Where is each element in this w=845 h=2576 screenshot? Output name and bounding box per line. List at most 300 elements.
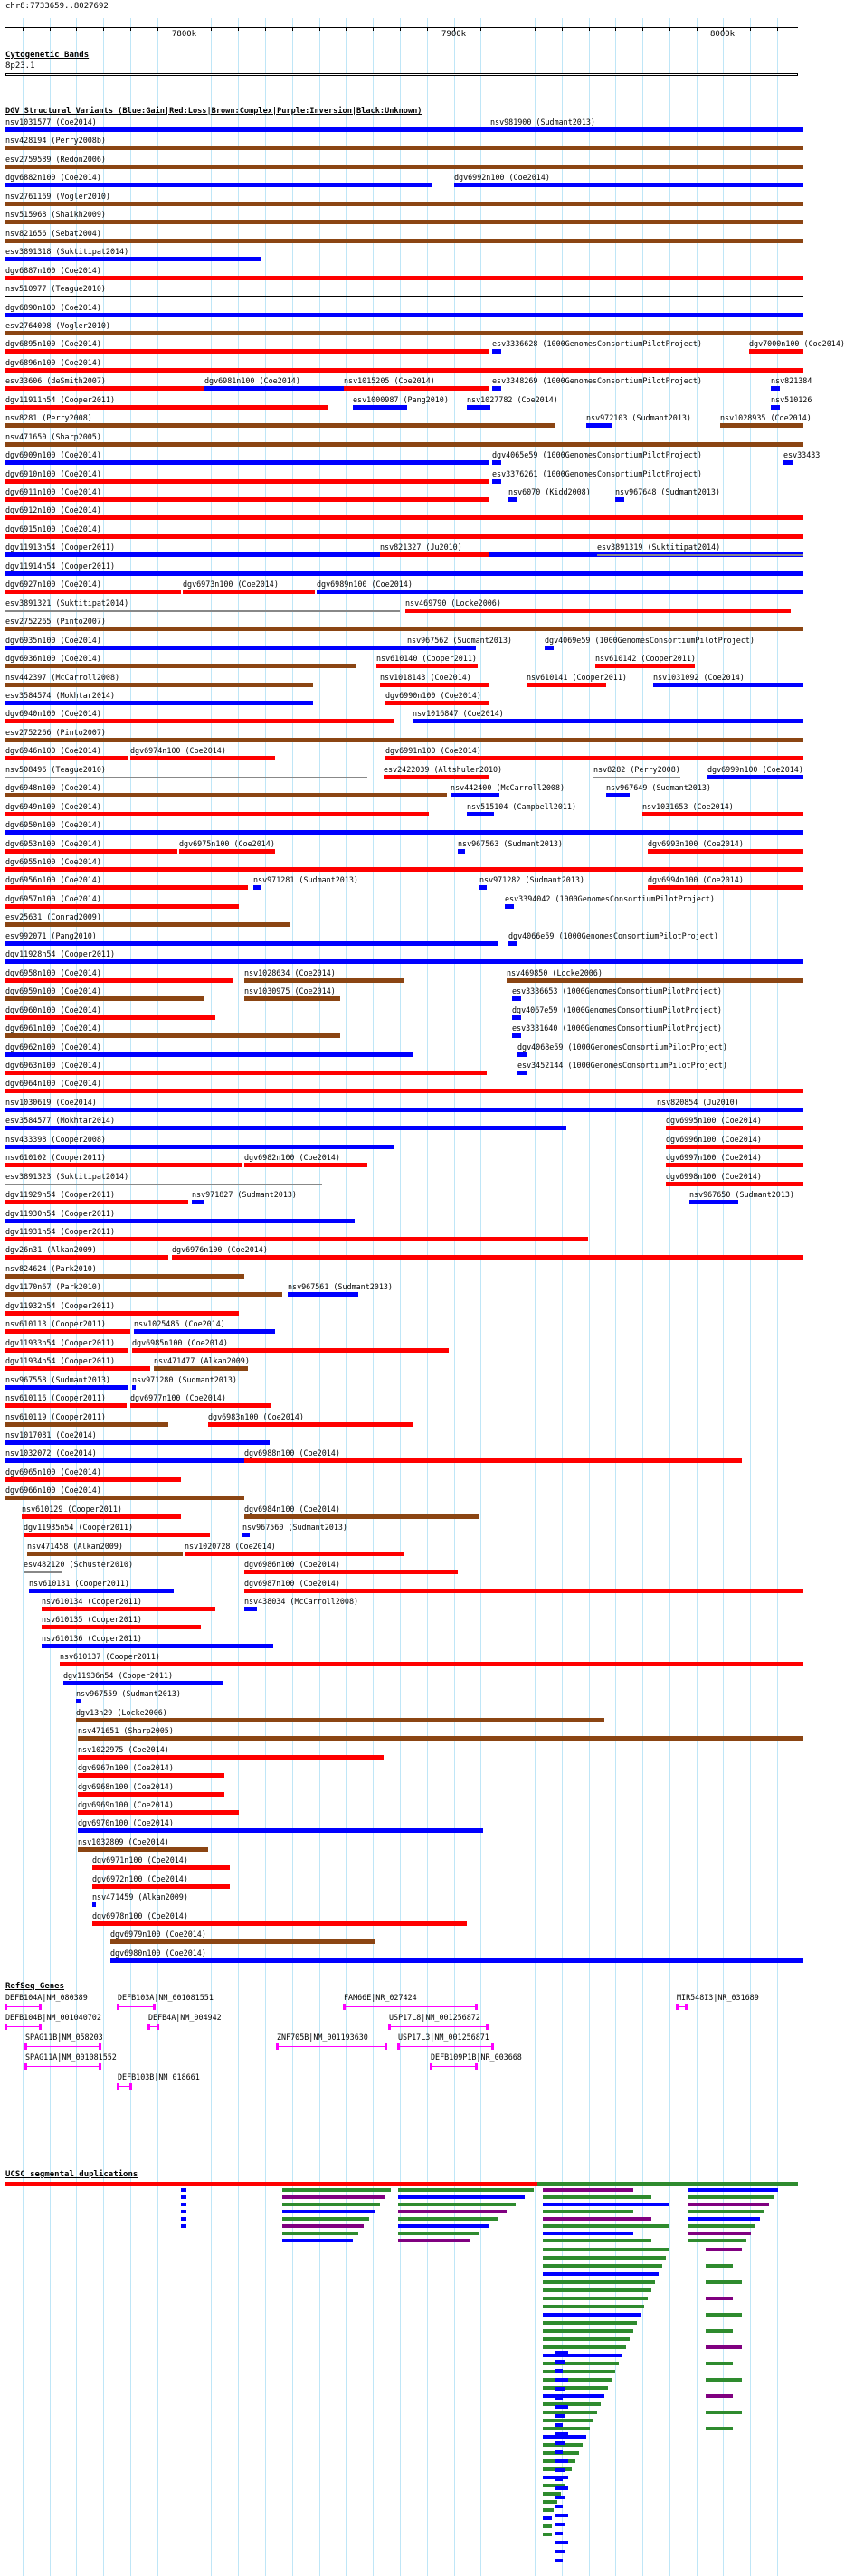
dgv-feature-bar[interactable] <box>5 313 803 317</box>
segdup-bar[interactable] <box>398 2188 534 2192</box>
dgv-feature-bar[interactable] <box>707 775 803 779</box>
dgv-feature-bar[interactable] <box>5 460 489 465</box>
segdup-bar[interactable] <box>181 2210 186 2213</box>
segdup-bar[interactable] <box>543 2224 669 2228</box>
segdup-bar[interactable] <box>688 2203 769 2206</box>
dgv-feature-bar[interactable] <box>5 239 803 243</box>
dgv-feature-bar[interactable] <box>5 812 429 816</box>
dgv-feature-bar[interactable] <box>5 1126 566 1130</box>
dgv-feature-bar[interactable] <box>5 1403 127 1408</box>
dgv-feature-bar[interactable] <box>5 1219 355 1223</box>
refseq-gene-line[interactable] <box>25 2066 100 2067</box>
segdup-bar[interactable] <box>706 2329 733 2333</box>
dgv-feature-bar[interactable] <box>597 554 803 556</box>
dgv-feature-bar[interactable] <box>5 1145 394 1149</box>
dgv-feature-bar[interactable] <box>5 1163 242 1167</box>
segdup-bar[interactable] <box>706 2313 742 2317</box>
segdup-bar[interactable] <box>688 2195 774 2199</box>
segdup-bar[interactable] <box>275 2182 537 2186</box>
refseq-gene-line[interactable] <box>398 2046 492 2047</box>
dgv-feature-bar[interactable] <box>380 683 489 687</box>
dgv-feature-bar[interactable] <box>78 1736 803 1741</box>
dgv-feature-bar[interactable] <box>5 1329 130 1334</box>
segdup-bar[interactable] <box>543 2188 633 2192</box>
dgv-feature-bar[interactable] <box>454 183 803 187</box>
dgv-feature-bar[interactable] <box>5 978 233 983</box>
segdup-bar[interactable] <box>398 2224 489 2228</box>
segdup-bar[interactable] <box>543 2402 601 2406</box>
segdup-bar[interactable] <box>688 2232 751 2235</box>
dgv-feature-bar[interactable] <box>5 1385 128 1390</box>
dgv-feature-bar[interactable] <box>507 978 803 983</box>
segdup-bar[interactable] <box>398 2217 498 2221</box>
segdup-bar[interactable] <box>543 2362 619 2365</box>
dgv-feature-bar[interactable] <box>78 1773 224 1778</box>
segdup-bar[interactable] <box>555 2505 563 2508</box>
segdup-bar[interactable] <box>555 2477 563 2481</box>
segdup-bar[interactable] <box>555 2432 568 2436</box>
dgv-feature-bar[interactable] <box>492 349 501 354</box>
refseq-exon[interactable] <box>117 2004 119 2010</box>
dgv-feature-bar[interactable] <box>353 405 407 410</box>
segdup-bar[interactable] <box>688 2217 760 2221</box>
dgv-feature-bar[interactable] <box>5 683 313 687</box>
segdup-bar[interactable] <box>181 2188 186 2192</box>
dgv-feature-bar[interactable] <box>130 756 275 760</box>
dgv-feature-bar[interactable] <box>648 849 803 854</box>
segdup-bar[interactable] <box>398 2203 516 2206</box>
dgv-feature-bar[interactable] <box>512 996 521 1001</box>
dgv-feature-bar[interactable] <box>5 497 489 502</box>
segdup-bar[interactable] <box>398 2232 479 2235</box>
dgv-feature-bar[interactable] <box>92 1884 230 1889</box>
dgv-feature-bar[interactable] <box>505 904 514 909</box>
dgv-feature-bar[interactable] <box>5 165 803 169</box>
segdup-bar[interactable] <box>555 2423 563 2427</box>
segdup-bar[interactable] <box>543 2203 669 2206</box>
dgv-feature-bar[interactable] <box>110 1958 803 1963</box>
dgv-feature-bar[interactable] <box>405 609 791 613</box>
dgv-feature-bar[interactable] <box>132 1348 449 1353</box>
dgv-feature-bar[interactable] <box>380 552 489 557</box>
segdup-bar[interactable] <box>543 2394 604 2398</box>
dgv-feature-bar[interactable] <box>78 1810 239 1815</box>
dgv-feature-bar[interactable] <box>490 127 499 132</box>
cytoband-bar[interactable] <box>5 73 798 76</box>
dgv-feature-bar[interactable] <box>110 1939 375 1944</box>
refseq-exon[interactable] <box>397 2043 400 2050</box>
dgv-feature-bar[interactable] <box>5 996 204 1001</box>
dgv-feature-bar[interactable] <box>5 571 803 576</box>
dgv-feature-bar[interactable] <box>5 276 803 280</box>
segdup-bar[interactable] <box>282 2224 364 2228</box>
segdup-bar[interactable] <box>688 2210 764 2213</box>
dgv-feature-bar[interactable] <box>172 1255 803 1260</box>
refseq-exon[interactable] <box>475 2004 478 2010</box>
dgv-feature-bar[interactable] <box>467 405 490 410</box>
refseq-gene-line[interactable] <box>118 2086 130 2087</box>
refseq-gene-line[interactable] <box>431 2066 476 2067</box>
segdup-bar[interactable] <box>543 2427 590 2430</box>
dgv-feature-bar[interactable] <box>5 646 407 650</box>
segdup-bar[interactable] <box>555 2405 568 2409</box>
segdup-bar[interactable] <box>543 2288 651 2292</box>
refseq-exon[interactable] <box>147 2024 150 2030</box>
refseq-exon[interactable] <box>430 2063 432 2070</box>
segdup-bar[interactable] <box>543 2321 637 2325</box>
dgv-feature-bar[interactable] <box>24 1533 210 1537</box>
segdup-bar[interactable] <box>555 2459 568 2463</box>
dgv-feature-bar[interactable] <box>467 812 494 816</box>
refseq-exon[interactable] <box>475 2063 478 2070</box>
dgv-feature-bar[interactable] <box>771 386 780 391</box>
dgv-feature-bar[interactable] <box>5 1033 340 1038</box>
segdup-bar[interactable] <box>543 2210 633 2213</box>
refseq-gene-line[interactable] <box>25 2046 100 2047</box>
refseq-exon[interactable] <box>24 2063 27 2070</box>
segdup-bar[interactable] <box>543 2386 608 2390</box>
segdup-bar[interactable] <box>543 2411 597 2414</box>
dgv-feature-bar[interactable] <box>606 793 630 797</box>
refseq-exon[interactable] <box>343 2004 346 2010</box>
dgv-feature-bar[interactable] <box>192 1200 204 1204</box>
segdup-bar[interactable] <box>398 2239 470 2242</box>
segdup-bar[interactable] <box>555 2360 565 2364</box>
segdup-bar[interactable] <box>706 2280 742 2284</box>
dgv-feature-bar[interactable] <box>527 683 606 687</box>
refseq-exon[interactable] <box>24 2043 27 2050</box>
refseq-exon[interactable] <box>276 2043 279 2050</box>
refseq-exon[interactable] <box>388 2024 391 2030</box>
dgv-feature-bar[interactable] <box>5 1348 128 1353</box>
dgv-feature-bar[interactable] <box>244 1607 257 1611</box>
dgv-feature-bar[interactable] <box>5 183 432 187</box>
segdup-bar[interactable] <box>555 2468 565 2472</box>
dgv-feature-bar[interactable] <box>642 812 803 816</box>
dgv-feature-bar[interactable] <box>5 793 447 797</box>
dgv-feature-bar[interactable] <box>5 885 248 890</box>
dgv-feature-bar[interactable] <box>253 885 261 890</box>
segdup-bar[interactable] <box>543 2500 557 2504</box>
dgv-feature-bar[interactable] <box>5 1366 150 1371</box>
dgv-feature-bar[interactable] <box>508 497 517 502</box>
dgv-feature-bar[interactable] <box>78 1847 208 1852</box>
segdup-bar[interactable] <box>543 2345 626 2349</box>
dgv-feature-bar[interactable] <box>183 590 315 594</box>
refseq-exon[interactable] <box>99 2063 101 2070</box>
dgv-feature-bar[interactable] <box>179 849 275 854</box>
segdup-bar[interactable] <box>543 2533 552 2536</box>
dgv-feature-bar[interactable] <box>479 885 487 890</box>
dgv-feature-bar[interactable] <box>666 1182 803 1186</box>
segdup-bar[interactable] <box>398 2195 525 2199</box>
segdup-bar[interactable] <box>555 2514 568 2517</box>
dgv-feature-bar[interactable] <box>5 1071 487 1075</box>
dgv-feature-bar[interactable] <box>517 1071 527 1075</box>
dgv-feature-bar[interactable] <box>42 1607 215 1611</box>
dgv-feature-bar[interactable] <box>5 1311 239 1316</box>
dgv-feature-bar[interactable] <box>666 1163 803 1167</box>
dgv-feature-bar[interactable] <box>451 793 499 797</box>
dgv-feature-bar[interactable] <box>5 1237 588 1241</box>
dgv-feature-bar[interactable] <box>648 885 803 890</box>
segdup-bar[interactable] <box>543 2305 644 2308</box>
dgv-feature-bar[interactable] <box>204 386 344 391</box>
segdup-bar[interactable] <box>282 2232 358 2235</box>
dgv-feature-bar[interactable] <box>5 830 803 835</box>
dgv-feature-bar[interactable] <box>244 1514 479 1519</box>
dgv-feature-bar[interactable] <box>5 1292 282 1297</box>
dgv-feature-bar[interactable] <box>595 664 695 668</box>
dgv-feature-bar[interactable] <box>666 1126 803 1130</box>
dgv-feature-bar[interactable] <box>689 1200 738 1204</box>
segdup-bar[interactable] <box>398 2210 507 2213</box>
dgv-feature-bar[interactable] <box>512 1015 521 1020</box>
refseq-exon[interactable] <box>486 2024 489 2030</box>
dgv-feature-bar[interactable] <box>92 1902 96 1907</box>
dgv-feature-bar[interactable] <box>5 534 803 539</box>
refseq-gene-line[interactable] <box>5 2006 40 2007</box>
dgv-feature-bar[interactable] <box>5 1496 244 1500</box>
dgv-feature-bar[interactable] <box>22 1514 181 1519</box>
dgv-feature-bar[interactable] <box>78 1828 483 1833</box>
dgv-feature-bar[interactable] <box>5 515 803 520</box>
segdup-bar[interactable] <box>543 2297 648 2300</box>
segdup-bar[interactable] <box>181 2224 186 2228</box>
segdup-bar[interactable] <box>282 2217 369 2221</box>
segdup-bar[interactable] <box>543 2419 593 2422</box>
refseq-exon[interactable] <box>39 2004 42 2010</box>
dgv-feature-bar[interactable] <box>545 646 554 650</box>
dgv-feature-bar[interactable] <box>5 1440 270 1445</box>
refseq-gene-line[interactable] <box>118 2006 154 2007</box>
dgv-feature-bar[interactable] <box>666 1145 803 1149</box>
refseq-exon[interactable] <box>5 2024 7 2030</box>
segdup-bar[interactable] <box>688 2188 778 2192</box>
dgv-feature-bar[interactable] <box>517 1052 527 1057</box>
refseq-gene-line[interactable] <box>344 2006 476 2007</box>
segdup-bar[interactable] <box>543 2217 651 2221</box>
dgv-feature-bar[interactable] <box>244 1163 367 1167</box>
segdup-bar[interactable] <box>555 2396 563 2400</box>
dgv-feature-bar[interactable] <box>76 1718 604 1722</box>
dgv-feature-bar[interactable] <box>5 331 803 335</box>
dgv-feature-bar[interactable] <box>720 423 803 428</box>
dgv-feature-bar[interactable] <box>653 683 803 687</box>
dgv-feature-bar[interactable] <box>42 1625 201 1629</box>
dgv-feature-bar[interactable] <box>5 959 803 964</box>
dgv-feature-bar[interactable] <box>5 1052 413 1057</box>
dgv-feature-bar[interactable] <box>63 1681 223 1685</box>
dgv-feature-bar[interactable] <box>492 479 501 484</box>
dgv-feature-bar[interactable] <box>154 1366 248 1371</box>
segdup-bar[interactable] <box>543 2239 651 2242</box>
refseq-exon[interactable] <box>491 2043 494 2050</box>
dgv-feature-bar[interactable] <box>242 1533 250 1537</box>
dgv-feature-bar[interactable] <box>132 1385 136 1390</box>
dgv-feature-bar[interactable] <box>5 738 803 742</box>
dgv-feature-bar[interactable] <box>208 1422 413 1427</box>
dgv-feature-bar[interactable] <box>244 1458 742 1463</box>
segdup-bar[interactable] <box>543 2248 669 2251</box>
segdup-bar[interactable] <box>181 2217 186 2221</box>
segdup-bar[interactable] <box>543 2195 651 2199</box>
dgv-feature-bar[interactable] <box>5 349 489 354</box>
dgv-feature-bar[interactable] <box>5 664 356 668</box>
dgv-feature-bar[interactable] <box>385 756 803 760</box>
refseq-exon[interactable] <box>5 2004 7 2010</box>
dgv-feature-bar[interactable] <box>5 127 803 132</box>
dgv-feature-bar[interactable] <box>42 1644 273 1648</box>
refseq-exon[interactable] <box>129 2083 132 2090</box>
refseq-exon[interactable] <box>39 2024 42 2030</box>
segdup-bar[interactable] <box>543 2329 633 2333</box>
dgv-feature-bar[interactable] <box>5 1184 322 1185</box>
refseq-exon[interactable] <box>99 2043 101 2050</box>
dgv-feature-bar[interactable] <box>5 146 803 150</box>
segdup-bar[interactable] <box>555 2441 565 2445</box>
refseq-gene-line[interactable] <box>277 2046 385 2047</box>
dgv-feature-bar[interactable] <box>244 1570 458 1574</box>
dgv-feature-bar[interactable] <box>76 1699 81 1703</box>
dgv-feature-bar[interactable] <box>5 423 555 428</box>
dgv-feature-bar[interactable] <box>593 777 680 778</box>
dgv-feature-bar[interactable] <box>5 405 328 410</box>
segdup-bar[interactable] <box>555 2486 568 2490</box>
dgv-feature-bar[interactable] <box>130 1403 271 1408</box>
dgv-feature-bar[interactable] <box>134 1329 275 1334</box>
refseq-exon[interactable] <box>117 2083 119 2090</box>
dgv-feature-bar[interactable] <box>5 479 489 484</box>
segdup-bar[interactable] <box>543 2516 552 2520</box>
segdup-bar[interactable] <box>543 2264 662 2268</box>
segdup-bar[interactable] <box>555 2496 565 2499</box>
dgv-feature-bar[interactable] <box>492 386 501 391</box>
dgv-feature-bar[interactable] <box>5 220 803 224</box>
dgv-feature-bar[interactable] <box>27 1552 183 1556</box>
refseq-exon[interactable] <box>385 2043 387 2050</box>
segdup-bar[interactable] <box>181 2203 186 2206</box>
refseq-exon[interactable] <box>157 2024 159 2030</box>
segdup-bar[interactable] <box>555 2450 563 2454</box>
dgv-feature-bar[interactable] <box>657 1108 803 1112</box>
segdup-bar[interactable] <box>555 2414 565 2418</box>
refseq-exon[interactable] <box>685 2004 688 2010</box>
dgv-feature-bar[interactable] <box>60 1662 803 1666</box>
dgv-feature-bar[interactable] <box>771 405 780 410</box>
segdup-bar[interactable] <box>282 2195 385 2199</box>
dgv-feature-bar[interactable] <box>5 756 128 760</box>
segdup-bar[interactable] <box>543 2313 641 2317</box>
dgv-feature-bar[interactable] <box>5 202 803 206</box>
dgv-feature-bar[interactable] <box>5 386 214 391</box>
segdup-bar[interactable] <box>555 2387 565 2391</box>
dgv-feature-bar[interactable] <box>783 460 793 465</box>
dgv-feature-bar[interactable] <box>185 1552 404 1556</box>
dgv-feature-bar[interactable] <box>5 368 803 373</box>
segdup-bar[interactable] <box>555 2369 563 2373</box>
segdup-bar[interactable] <box>543 2524 552 2528</box>
dgv-feature-bar[interactable] <box>749 349 803 354</box>
dgv-feature-bar[interactable] <box>5 849 177 854</box>
dgv-feature-bar[interactable] <box>5 1274 244 1279</box>
segdup-bar[interactable] <box>555 2550 565 2553</box>
segdup-bar[interactable] <box>282 2239 353 2242</box>
segdup-bar[interactable] <box>706 2362 733 2365</box>
segdup-bar[interactable] <box>688 2239 746 2242</box>
segdup-bar[interactable] <box>706 2297 733 2300</box>
segdup-bar[interactable] <box>706 2411 742 2414</box>
segdup-bar[interactable] <box>706 2394 733 2398</box>
segdup-bar[interactable] <box>706 2264 733 2268</box>
segdup-bar[interactable] <box>555 2559 563 2562</box>
dgv-feature-bar[interactable] <box>5 1255 168 1260</box>
dgv-feature-bar[interactable] <box>5 701 313 705</box>
dgv-feature-bar[interactable] <box>5 1477 181 1482</box>
segdup-bar[interactable] <box>543 2280 655 2284</box>
dgv-feature-bar[interactable] <box>384 775 489 779</box>
dgv-feature-bar[interactable] <box>344 386 489 391</box>
dgv-feature-bar[interactable] <box>317 590 803 594</box>
dgv-feature-bar[interactable] <box>512 1033 521 1038</box>
segdup-bar[interactable] <box>537 2182 798 2186</box>
dgv-feature-bar[interactable] <box>5 904 239 909</box>
dgv-feature-bar[interactable] <box>5 941 498 946</box>
segdup-bar[interactable] <box>555 2351 568 2354</box>
segdup-bar[interactable] <box>543 2272 659 2276</box>
refseq-exon[interactable] <box>676 2004 679 2010</box>
dgv-feature-bar[interactable] <box>5 1015 215 1020</box>
dgv-feature-bar[interactable] <box>413 719 803 723</box>
dgv-feature-bar[interactable] <box>288 1292 358 1297</box>
segdup-bar[interactable] <box>282 2203 380 2206</box>
dgv-feature-bar[interactable] <box>92 1921 467 1926</box>
segdup-bar[interactable] <box>706 2378 742 2382</box>
segdup-bar[interactable] <box>543 2378 612 2382</box>
dgv-feature-bar[interactable] <box>5 1422 168 1427</box>
segdup-bar[interactable] <box>543 2256 666 2260</box>
refseq-gene-line[interactable] <box>389 2026 487 2027</box>
dgv-feature-bar[interactable] <box>586 423 612 428</box>
segdup-bar[interactable] <box>555 2541 568 2544</box>
dgv-feature-bar[interactable] <box>492 460 501 465</box>
dgv-feature-bar[interactable] <box>5 777 367 778</box>
dgv-feature-bar[interactable] <box>458 849 465 854</box>
segdup-bar[interactable] <box>543 2508 554 2512</box>
dgv-feature-bar[interactable] <box>5 610 400 612</box>
dgv-feature-bar[interactable] <box>5 719 394 723</box>
dgv-feature-bar[interactable] <box>376 664 478 668</box>
dgv-feature-bar[interactable] <box>407 646 476 650</box>
segdup-bar[interactable] <box>706 2248 742 2251</box>
segdup-bar[interactable] <box>181 2195 186 2199</box>
segdup-bar[interactable] <box>706 2427 733 2430</box>
segdup-bar[interactable] <box>282 2188 391 2192</box>
segdup-bar[interactable] <box>555 2532 563 2535</box>
refseq-gene-line[interactable] <box>5 2026 40 2027</box>
dgv-feature-bar[interactable] <box>24 1571 62 1573</box>
dgv-feature-bar[interactable] <box>244 996 340 1001</box>
dgv-feature-bar[interactable] <box>5 257 261 261</box>
dgv-feature-bar[interactable] <box>385 701 489 705</box>
segdup-bar[interactable] <box>543 2370 615 2373</box>
dgv-feature-bar[interactable] <box>78 1755 384 1760</box>
segdup-bar[interactable] <box>5 2182 275 2186</box>
dgv-feature-bar[interactable] <box>5 296 803 297</box>
dgv-feature-bar[interactable] <box>615 497 624 502</box>
segdup-bar[interactable] <box>555 2378 568 2382</box>
dgv-feature-bar[interactable] <box>244 1589 803 1593</box>
